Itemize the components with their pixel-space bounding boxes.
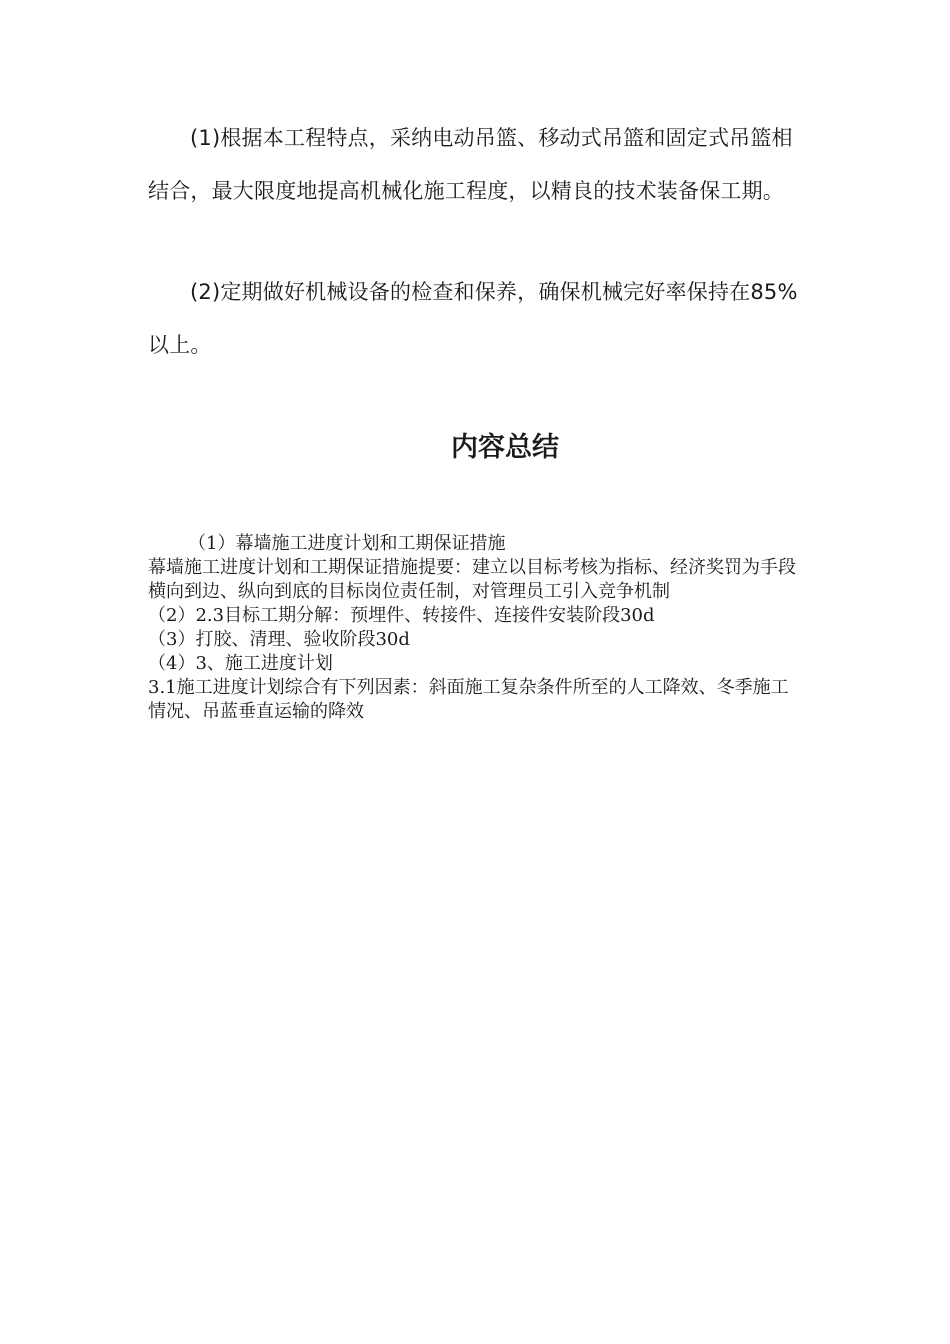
body-paragraph-1: (1)根据本工程特点，采纳电动吊篮、移动式吊篮和固定式吊篮相结合，最大限度地提高机械化施工程度，以精良的技术装备保工期。 [148,126,793,203]
summary-line-4: （3）打胶、清理、验收阶段30d [148,629,410,650]
summary-line-5: （4）3、施工进度计划 [148,653,333,674]
summary-line-2: 幕墙施工进度计划和工期保证措施提要：建立以目标考核为指标、经济奖罚为手段横向到边、纵向到底的目标岗位责任制，对管理员工引入竞争机制 [148,557,796,602]
summary-line-3: （2）2.3目标工期分解：预埋件、转接件、连接件安装阶段30d [148,605,655,626]
body-paragraph-2: (2)定期做好机械设备的检查和保养，确保机械完好率保持在85%以上。 [148,280,798,357]
summary-section [148,532,798,724]
summary-line-6: 3.1施工进度计划综合有下列因素：斜面施工复杂条件所至的人工降效、冬季施工情况、吊蓝垂直运输的降效 [148,677,789,722]
summary-line-1: （1）幕墙施工进度计划和工期保证措施 [188,533,506,554]
summary-title: 内容总结 [451,432,559,463]
